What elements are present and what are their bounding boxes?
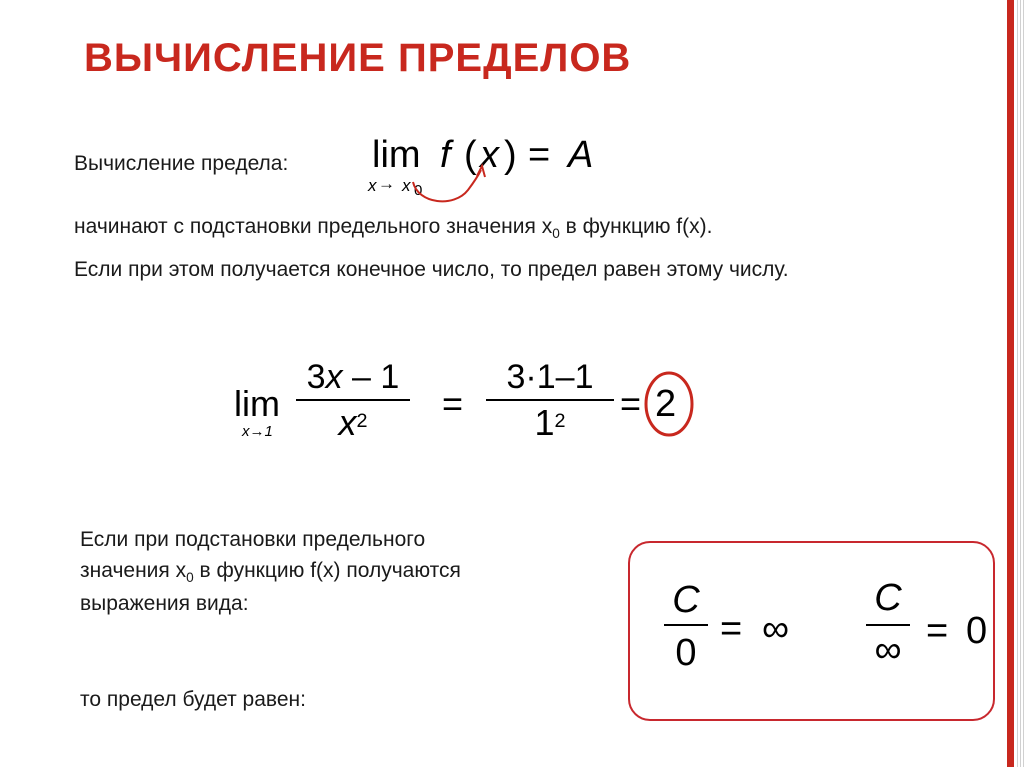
- func-close-paren: ): [504, 134, 517, 176]
- num1-x: x: [325, 358, 343, 396]
- case-1-fraction: [664, 576, 708, 680]
- case-2-fraction: [866, 572, 910, 674]
- substitution-paragraph: [80, 524, 461, 619]
- example-equals-2: =: [620, 383, 642, 424]
- lim-sub-x: x: [368, 176, 377, 195]
- example-lim-sub: x→1: [242, 423, 273, 440]
- func-open-paren: (: [464, 134, 477, 176]
- limit-will-be-label: то предел будет равен:: [80, 688, 306, 711]
- case-1-equals: =: [720, 608, 743, 650]
- den1-x: x: [338, 401, 357, 443]
- intro-label: Вычисление предела:: [74, 152, 289, 175]
- case-c-over-infinity: [866, 572, 996, 682]
- case-c-over-zero: [664, 576, 814, 686]
- result-highlight-circle: [646, 373, 692, 435]
- den1-exponent: 2: [356, 409, 368, 432]
- case-2-denominator: ∞: [874, 628, 902, 671]
- case-1-result: ∞: [762, 608, 790, 650]
- example-lim-word: lim: [234, 383, 280, 424]
- substitution-paragraph-line-2: [80, 555, 461, 588]
- lim-sub-x0: x: [402, 176, 411, 195]
- limit-value-A: A: [568, 134, 594, 176]
- para3-line2-a: значения x: [80, 559, 187, 582]
- case-2-result: 0: [966, 610, 988, 652]
- lim-sub-zero: 0: [414, 182, 423, 199]
- case-2-numerator: C: [874, 577, 902, 619]
- num1-minus-one: – 1: [342, 358, 400, 396]
- case-1-numerator: C: [672, 579, 700, 621]
- slide-title: ВЫЧИСЛЕНИЕ ПРЕДЕЛОВ: [84, 36, 632, 80]
- para3-line2-b: в функцию f(x) получаются: [193, 559, 461, 582]
- num1-coef: 3: [306, 358, 326, 396]
- lim-sub-arrow: →: [378, 174, 395, 193]
- line-substitution-b: в функцию f(x).: [559, 215, 713, 238]
- example-result: 2: [655, 383, 677, 425]
- annotation-arrow-curve: [413, 170, 481, 201]
- para3-line2-sub: 0: [186, 569, 194, 585]
- den2-exponent: 2: [554, 409, 566, 432]
- def-equals: =: [528, 134, 551, 176]
- lim-word: lim: [372, 134, 421, 176]
- example-equals-1: =: [442, 383, 464, 424]
- case-2-equals: =: [926, 610, 949, 652]
- line-substitution-a: начинают с подстановки предельного значения x: [74, 215, 553, 238]
- den2-base: 1: [534, 401, 555, 443]
- func-f: f: [440, 134, 451, 176]
- line-finite-number: Если при этом получается конечное число, то предел равен этому числу.: [74, 258, 789, 281]
- fraction-2-numerator: 3·1–1: [506, 358, 594, 396]
- line-substitution-sub: 0: [552, 225, 560, 241]
- substitution-paragraph-line-1: Если при подстановки предельного: [80, 528, 426, 551]
- func-x: x: [480, 134, 499, 176]
- substitution-paragraph-line-3: выражения вида:: [80, 592, 249, 615]
- case-1-denominator: 0: [675, 631, 697, 674]
